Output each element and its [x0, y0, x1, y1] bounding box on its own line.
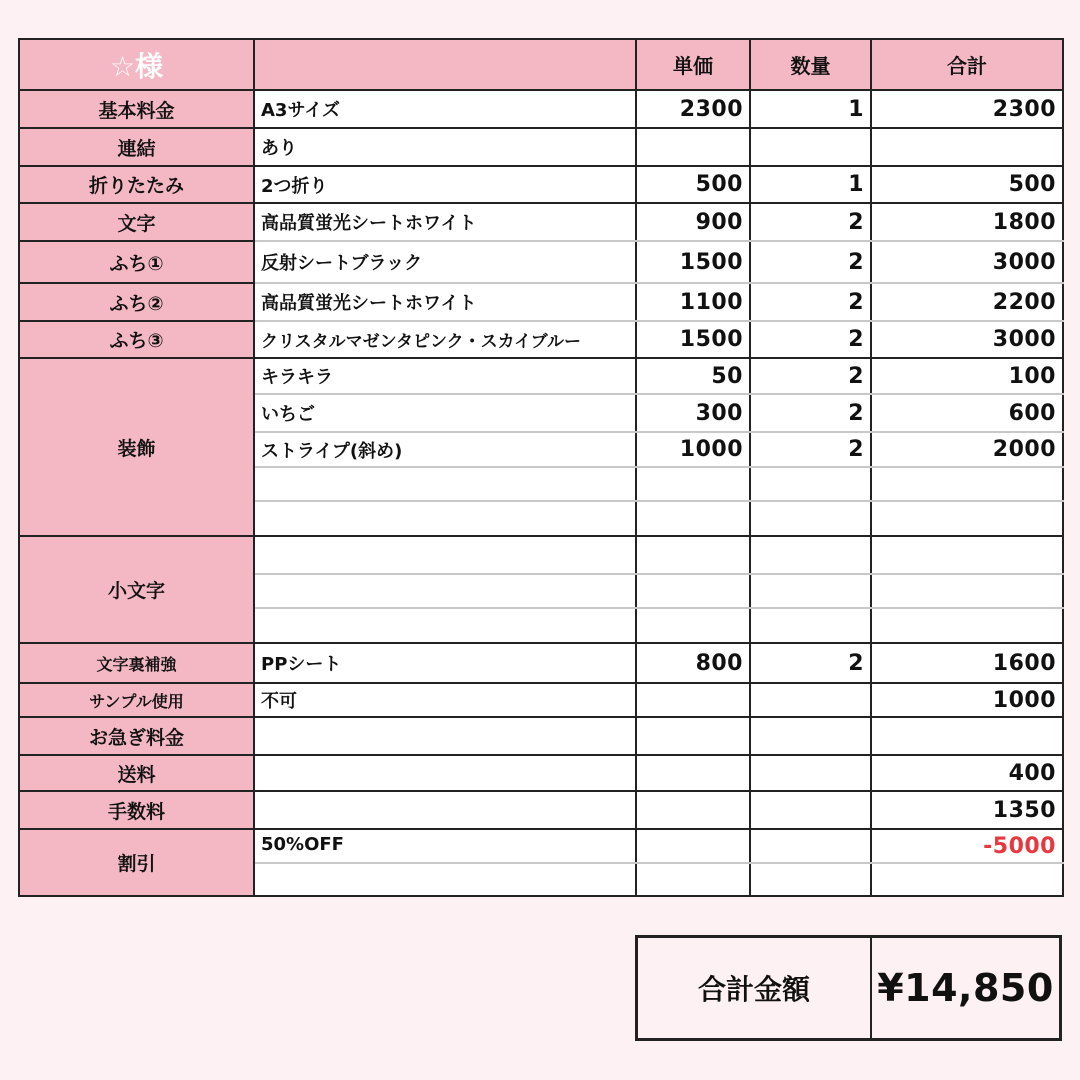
- total-cell: 2300: [871, 90, 1063, 128]
- total-cell: [871, 717, 1063, 755]
- qty-cell: [750, 128, 871, 166]
- table-row-decoration-1: [19, 358, 1063, 394]
- total-cell: 400: [871, 755, 1063, 791]
- item-note: (斜め): [349, 440, 403, 462]
- unit-price-cell: [636, 574, 750, 608]
- total-cell: 500: [871, 166, 1063, 203]
- unit-price-cell: [636, 755, 750, 791]
- table-row-small-text-1: [19, 536, 1063, 574]
- table-row-fuchi1: [19, 241, 1063, 283]
- item-text: ストライプ: [261, 440, 350, 462]
- category-cell: ふち①: [19, 241, 254, 283]
- item-cell: 反射シートブラック: [254, 241, 636, 283]
- category-cell-small-text: 小文字: [19, 536, 254, 643]
- total-cell: [871, 536, 1063, 574]
- qty-cell: [750, 536, 871, 574]
- table-row-moji: [19, 203, 1063, 241]
- total-cell: 1800: [871, 203, 1063, 241]
- table-row-base: [19, 90, 1063, 128]
- table-row-fuchi3: [19, 321, 1063, 358]
- category-cell: お急ぎ料金: [19, 717, 254, 755]
- qty-cell: 2: [750, 283, 871, 321]
- qty-cell: [750, 467, 871, 501]
- unit-price-cell: [636, 829, 750, 863]
- item-cell: [254, 791, 636, 829]
- header-item: [254, 39, 636, 90]
- total-cell: 3000: [871, 321, 1063, 358]
- estimate-table: [18, 38, 1064, 897]
- item-cell: [254, 432, 636, 467]
- item-cell: 不可: [254, 683, 636, 717]
- total-cell: 600: [871, 394, 1063, 432]
- table-row-rush: [19, 717, 1063, 755]
- item-cell: いちご: [254, 394, 636, 432]
- unit-price-cell: 300: [636, 394, 750, 432]
- unit-price-cell: [636, 128, 750, 166]
- unit-price-cell: 800: [636, 643, 750, 683]
- total-cell: [871, 128, 1063, 166]
- total-cell: 2000: [871, 432, 1063, 467]
- discount-total-cell: -5000: [871, 829, 1063, 863]
- table-row-discount-1: [19, 829, 1063, 863]
- category-cell: 手数料: [19, 791, 254, 829]
- category-cell-decoration: 装飾: [19, 358, 254, 536]
- grand-total-label: 合計金額: [638, 938, 872, 1038]
- total-cell: [871, 608, 1063, 643]
- header-unit-price: 単価: [636, 39, 750, 90]
- item-cell: [254, 574, 636, 608]
- qty-cell: 2: [750, 643, 871, 683]
- qty-cell: 2: [750, 241, 871, 283]
- table-header-row: [19, 39, 1063, 90]
- unit-price-cell: 900: [636, 203, 750, 241]
- table-row-sample-use: [19, 683, 1063, 717]
- item-cell: 高品質蛍光シートホワイト: [254, 203, 636, 241]
- item-cell: [254, 717, 636, 755]
- unit-price-cell: [636, 501, 750, 536]
- unit-price-cell: 1100: [636, 283, 750, 321]
- item-cell: あり: [254, 128, 636, 166]
- qty-cell: 2: [750, 203, 871, 241]
- item-cell: 2つ折り: [254, 166, 636, 203]
- category-cell: 基本料金: [19, 90, 254, 128]
- qty-cell: 2: [750, 321, 871, 358]
- category-cell: 連結: [19, 128, 254, 166]
- total-cell: [871, 467, 1063, 501]
- qty-cell: [750, 863, 871, 896]
- item-cell: [254, 608, 636, 643]
- qty-cell: [750, 608, 871, 643]
- unit-price-cell: [636, 536, 750, 574]
- unit-price-cell: 2300: [636, 90, 750, 128]
- table-row-shipping: [19, 755, 1063, 791]
- item-cell: 50%OFF: [254, 829, 636, 863]
- unit-price-cell: [636, 608, 750, 643]
- category-cell-discount: 割引: [19, 829, 254, 896]
- qty-cell: 1: [750, 90, 871, 128]
- customer-title: ☆様: [19, 39, 254, 90]
- unit-price-cell: [636, 863, 750, 896]
- grand-total-box: [635, 935, 1062, 1041]
- category-cell: ふち②: [19, 283, 254, 321]
- category-cell: 文字: [19, 203, 254, 241]
- total-cell: 100: [871, 358, 1063, 394]
- unit-price-cell: 1500: [636, 321, 750, 358]
- table-row-back-reinforce: [19, 643, 1063, 683]
- qty-cell: [750, 791, 871, 829]
- total-cell: 3000: [871, 241, 1063, 283]
- table-row-fold: [19, 166, 1063, 203]
- qty-cell: 2: [750, 432, 871, 467]
- unit-price-cell: 50: [636, 358, 750, 394]
- header-total: 合計: [871, 39, 1063, 90]
- header-qty: 数量: [750, 39, 871, 90]
- unit-price-cell: 1000: [636, 432, 750, 467]
- category-cell: ふち③: [19, 321, 254, 358]
- total-cell: [871, 501, 1063, 536]
- category-cell: 折りたたみ: [19, 166, 254, 203]
- category-cell: 文字裏補強: [19, 643, 254, 683]
- total-cell: 2200: [871, 283, 1063, 321]
- item-cell: 高品質蛍光シートホワイト: [254, 283, 636, 321]
- unit-price-cell: 500: [636, 166, 750, 203]
- qty-cell: [750, 574, 871, 608]
- table-row-fuchi2: [19, 283, 1063, 321]
- unit-price-cell: [636, 791, 750, 829]
- total-cell: 1000: [871, 683, 1063, 717]
- item-cell: [254, 467, 636, 501]
- qty-cell: 2: [750, 358, 871, 394]
- item-cell: キラキラ: [254, 358, 636, 394]
- grand-total-amount: ¥14,850: [877, 966, 1054, 1010]
- item-cell: A3サイズ: [254, 90, 636, 128]
- qty-cell: [750, 717, 871, 755]
- category-cell: 送料: [19, 755, 254, 791]
- qty-cell: [750, 501, 871, 536]
- unit-price-cell: 1500: [636, 241, 750, 283]
- item-cell: [254, 501, 636, 536]
- total-cell: [871, 574, 1063, 608]
- item-cell: PPシート: [254, 643, 636, 683]
- unit-price-cell: [636, 717, 750, 755]
- qty-cell: [750, 755, 871, 791]
- unit-price-cell: [636, 683, 750, 717]
- qty-cell: [750, 829, 871, 863]
- item-cell: [254, 755, 636, 791]
- total-cell: [871, 863, 1063, 896]
- qty-cell: 2: [750, 394, 871, 432]
- table-row-fee: [19, 791, 1063, 829]
- item-cell: [254, 536, 636, 574]
- item-cell: クリスタルマゼンタピンク・スカイブルー: [254, 321, 636, 358]
- total-cell: 1600: [871, 643, 1063, 683]
- total-cell: 1350: [871, 791, 1063, 829]
- qty-cell: [750, 683, 871, 717]
- item-cell: [254, 863, 636, 896]
- category-cell: サンプル使用: [19, 683, 254, 717]
- table-row-link: [19, 128, 1063, 166]
- unit-price-cell: [636, 467, 750, 501]
- qty-cell: 1: [750, 166, 871, 203]
